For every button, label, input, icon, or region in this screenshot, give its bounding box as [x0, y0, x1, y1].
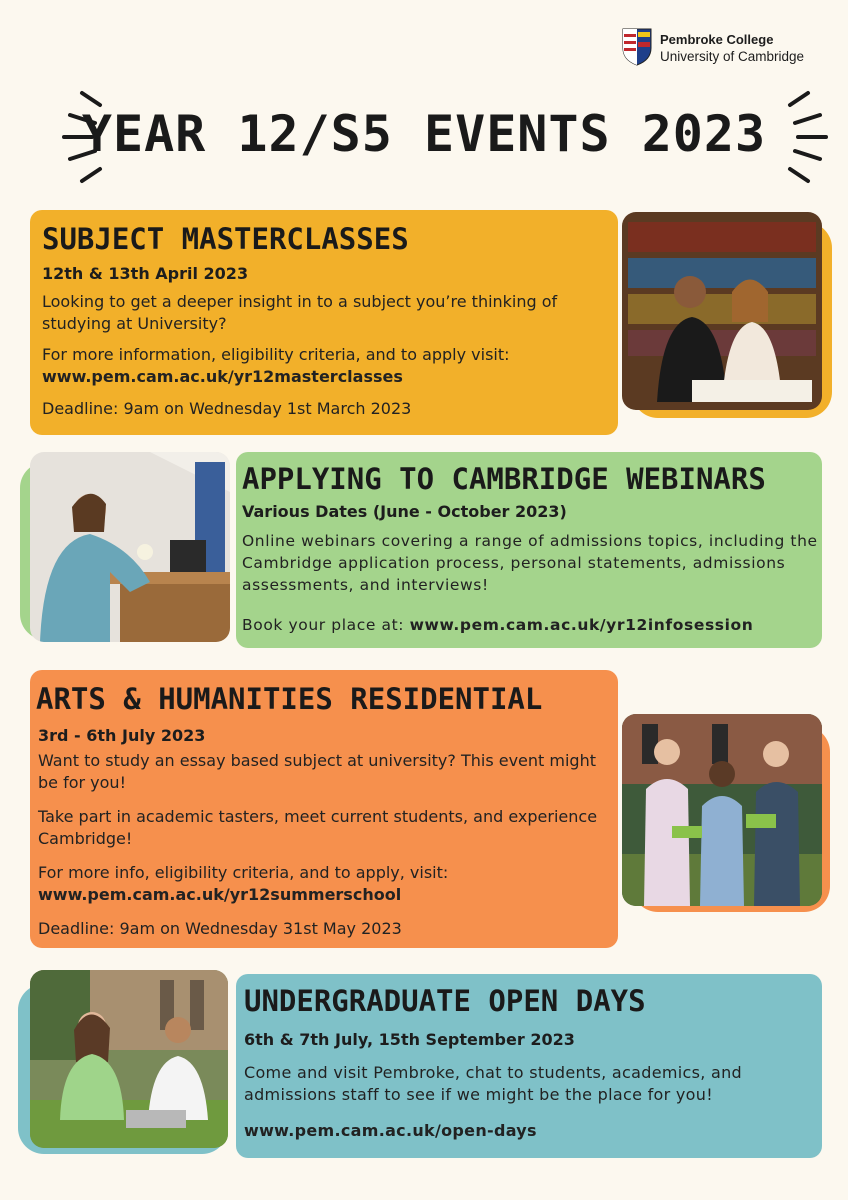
university-name: University of Cambridge	[660, 49, 805, 64]
webinars-intro: Online webinars covering a range of admissions topics, including the Cambridge application process, personal statements, admissions assessments, and interviews!	[242, 532, 818, 594]
open-days-intro: Come and visit Pembroke, chat to students, academics, and admissions staff to see if we might be the place for you!	[244, 1063, 742, 1104]
students-on-lawn-photo	[30, 970, 228, 1148]
residential-title: ARTS & HUMANITIES RESIDENTIAL	[36, 682, 543, 716]
open-days-title: UNDERGRADUATE OPEN DAYS	[244, 984, 646, 1018]
masterclasses-info-text: For more information, eligibility criteria, and to apply visit:	[42, 345, 510, 364]
student-laptop-photo	[30, 452, 230, 642]
college-name: Pembroke College	[660, 32, 774, 47]
page-title: YEAR 12/S5 EVENTS 2023	[81, 105, 767, 163]
residential-link[interactable]: www.pem.cam.ac.uk/yr12summerschool	[38, 885, 402, 904]
masterclasses-card	[30, 210, 618, 435]
masterclasses-link[interactable]: www.pem.cam.ac.uk/yr12masterclasses	[42, 367, 403, 386]
masterclasses-title: SUBJECT MASTERCLASSES	[42, 222, 409, 256]
pembroke-crest-logo	[622, 28, 652, 66]
webinars-link[interactable]: www.pem.cam.ac.uk/yr12infosession	[409, 616, 754, 634]
residential-date: 3rd - 6th July 2023	[38, 726, 206, 745]
residential-intro: Want to study an essay based subject at university? This event might be for you!	[38, 751, 596, 792]
webinars-card	[236, 452, 822, 648]
open-days-date: 6th & 7th July, 15th September 2023	[244, 1030, 575, 1049]
open-days-link[interactable]: www.pem.cam.ac.uk/open-days	[244, 1121, 537, 1140]
open-days-card	[236, 974, 822, 1158]
webinars-title: APPLYING TO CAMBRIDGE WEBINARS	[242, 462, 766, 496]
residential-deadline: Deadline: 9am on Wednesday 31st May 2023	[38, 919, 402, 938]
three-students-photo	[622, 714, 822, 906]
library-students-photo	[622, 212, 822, 410]
masterclasses-intro: Looking to get a deeper insight in to a subject you’re thinking of studying at University?	[42, 292, 558, 333]
residential-extra: Take part in academic tasters, meet current students, and experience Cambridge!	[38, 807, 598, 848]
residential-card	[30, 670, 618, 948]
masterclasses-date: 12th & 13th April 2023	[42, 264, 249, 283]
webinars-info-text: Book your place at:	[242, 616, 405, 634]
college-name-block	[660, 31, 804, 65]
residential-info-text: For more info, eligibility criteria, and to apply, visit:	[38, 863, 449, 882]
webinars-date: Various Dates (June - October 2023)	[242, 502, 567, 521]
masterclasses-deadline: Deadline: 9am on Wednesday 1st March 2023	[42, 399, 412, 418]
